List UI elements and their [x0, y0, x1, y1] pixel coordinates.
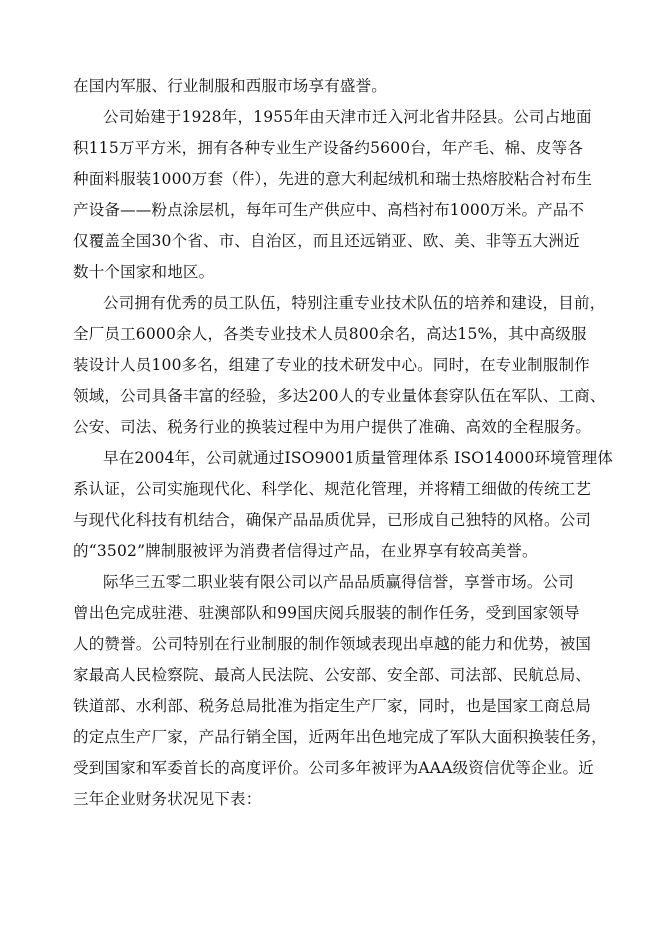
text-line: 铁道部、水利部、税务总局批准为指定生产厂家，同时，也是国家工商总局	[73, 697, 592, 715]
text-line: 种面料服装1000万套（件），先进的意大利起绒机和瑞士热熔胶粘合衬布生	[73, 170, 593, 188]
text-line: 人的赞誉。公司特别在行业制服的制作领域表现出卓越的能力和优势，被国	[73, 635, 592, 653]
text-line: 在国内军服、行业制服和西服市场享有盛誉。	[73, 77, 388, 95]
text-line: 系认证，公司实施现代化、科学化、规范化管理，并将精工细做的传统工艺	[73, 480, 592, 498]
text-line: 积115万平方米，拥有各种专业生产设备约5600台，年产毛、棉、皮等各	[73, 139, 584, 157]
text-line: 的“3502”牌制服被评为消费者信得过产品，在业界享有较高美誉。	[73, 542, 538, 560]
text-line: 受到国家和军委首长的高度评价。公司多年被评为AAA级资信优等企业。近	[73, 759, 594, 777]
text-line: 数十个国家和地区。	[73, 263, 215, 281]
text-line: 全厂员工6000余人，各类专业技术人员800余名，高达15%，其中高级服	[73, 325, 587, 343]
paragraph-start-line: 早在2004年，公司就通过ISO9001质量管理体系 ISO14000环境管理体	[103, 449, 614, 467]
text-line: 装设计人员100多名，组建了专业的技术研发中心。同时，在专业制服制作	[73, 356, 590, 374]
text-line: 家最高人民检察院、最高人民法院、公安部、安全部、司法部、民航总局、	[73, 666, 592, 684]
paragraph-start-line: 际华三五零二职业装有限公司以产品品质赢得信誉，享誉市场。公司	[103, 573, 575, 591]
text-line: 的定点生产厂家，产品行销全国，近两年出色地完成了军队大面积换装任务，	[73, 728, 607, 746]
text-line: 产设备——粉点涂层机，每年可生产供应中、高档衬布1000万米。产品不	[73, 201, 585, 219]
text-line: 仅覆盖全国30个省、市、自治区，而且还远销亚、欧、美、非等五大洲近	[73, 232, 580, 250]
text-line: 领域，公司具备丰富的经验，多达200人的专业量体套穿队伍在军队、工商、	[73, 387, 606, 405]
text-line: 曾出色完成驻港、驻澳部队和99国庆阅兵服装的制作任务，受到国家领导	[73, 604, 580, 622]
paragraph-start-line: 公司始建于1928年，1955年由天津市迁入河北省井陉县。公司占地面	[103, 108, 592, 126]
text-line: 三年企业财务状况见下表：	[73, 790, 262, 808]
text-line: 公安、司法、税务行业的换装过程中为用户提供了准确、高效的全程服务。	[73, 418, 592, 436]
paragraph-start-line: 公司拥有优秀的员工队伍，特别注重专业技术队伍的培养和建设，目前，	[103, 294, 606, 312]
text-line: 与现代化科技有机结合，确保产品品质优异，已形成自己独特的风格。公司	[73, 511, 592, 529]
